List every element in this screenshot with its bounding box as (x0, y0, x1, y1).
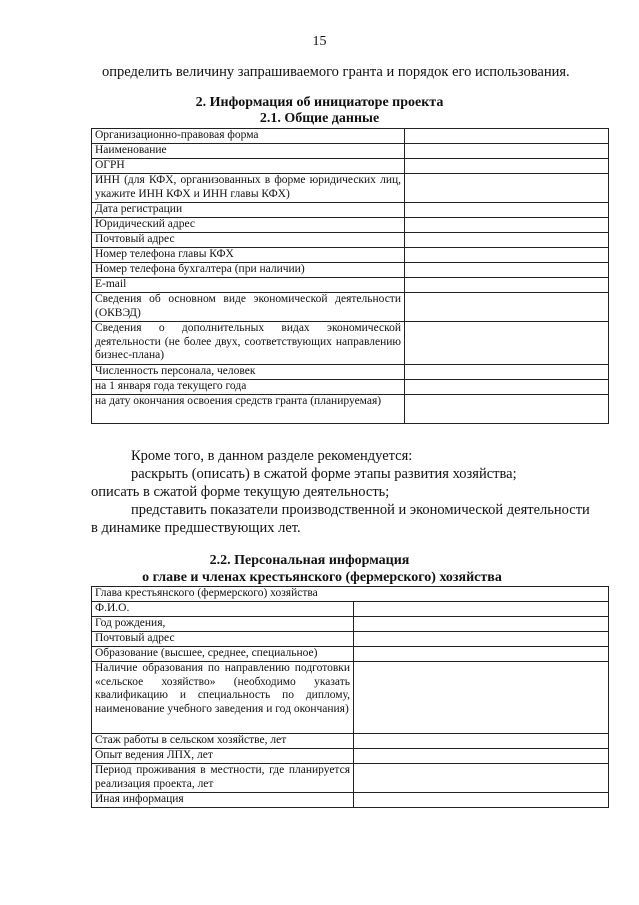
row-label: Образование (высшее, среднее, специальное) (92, 647, 354, 662)
table-row (92, 764, 609, 793)
general-data-table (91, 128, 609, 424)
row-value-cell[interactable] (405, 380, 609, 395)
row-label: ОГРН (92, 159, 405, 174)
table-row (92, 632, 609, 647)
row-label: Почтовый адрес (92, 233, 405, 248)
row-value-cell[interactable] (354, 734, 609, 749)
table-row (92, 144, 609, 159)
row-label: Год рождения, (92, 617, 354, 632)
row-value-cell[interactable] (354, 749, 609, 764)
row-label: Опыт ведения ЛПХ, лет (92, 749, 354, 764)
table-row (92, 174, 609, 203)
section22-heading: 2.2. Персональная информация (209, 553, 410, 568)
table-row (92, 159, 609, 174)
row-value-cell[interactable] (405, 174, 609, 203)
table-row (92, 734, 609, 749)
row-value-cell[interactable] (405, 203, 609, 218)
row-value-cell[interactable] (354, 602, 609, 617)
row-label: Период проживания в местности, где планируется реализация проекта, лет (92, 764, 354, 793)
row-label: Стаж работы в сельском хозяйстве, лет (92, 734, 354, 749)
table-row (92, 203, 609, 218)
row-label: Номер телефона бухгалтера (при наличии) (92, 263, 405, 278)
row-value-cell[interactable] (405, 263, 609, 278)
table-row (92, 218, 609, 233)
table-row (92, 793, 609, 808)
table-row (92, 293, 609, 322)
paragraph-indicators-line2: в динамике предшествующих лет. (91, 520, 301, 536)
page-number: 15 (312, 34, 327, 49)
table-header-row (92, 587, 609, 602)
row-value-cell[interactable] (405, 395, 609, 424)
row-label: Сведения об основном виде экономической деятельности (ОКВЭД) (92, 293, 405, 322)
row-label: Почтовый адрес (92, 632, 354, 647)
row-value-cell[interactable] (354, 793, 609, 808)
row-value-cell[interactable] (405, 293, 609, 322)
row-value-cell[interactable] (405, 129, 609, 144)
row-label: Ф.И.О. (92, 602, 354, 617)
row-value-cell[interactable] (405, 218, 609, 233)
row-label: на 1 января года текущего года (92, 380, 405, 395)
table-row (92, 129, 609, 144)
table-row (92, 749, 609, 764)
table-row (92, 233, 609, 248)
row-label: Иная информация (92, 793, 354, 808)
table-row (92, 263, 609, 278)
row-value-cell[interactable] (405, 144, 609, 159)
row-label: Сведения о дополнительных видах экономической деятельности (не более двух, соответствующих направлению бизнес-плана) (92, 322, 405, 365)
row-value-cell[interactable] (405, 159, 609, 174)
table-row (92, 322, 609, 365)
table-row (92, 395, 609, 424)
paragraph-indicators-line1: представить показатели производственной и экономической деятельности (131, 502, 590, 518)
row-label: Наличие образования по направлению подготовки «сельское хозяйство» (необходимо указать квалификацию и специальность по диплому, наименование учебного заведения и год окончания) (92, 662, 354, 734)
table-row (92, 380, 609, 395)
row-label: E-mail (92, 278, 405, 293)
section-heading: 2. Информация об инициаторе проекта (195, 95, 444, 110)
row-value-cell[interactable] (354, 662, 609, 734)
row-value-cell[interactable] (405, 278, 609, 293)
paragraph-current-activity: описать в сжатой форме текущую деятельность; (91, 484, 390, 500)
head-of-farm-header: Глава крестьянского (фермерского) хозяйства (92, 587, 609, 602)
section-subheading: 2.1. Общие данные (259, 111, 380, 126)
row-value-cell[interactable] (405, 365, 609, 380)
row-value-cell[interactable] (405, 233, 609, 248)
personal-info-table (91, 586, 609, 808)
row-label: Номер телефона главы КФХ (92, 248, 405, 263)
row-value-cell[interactable] (354, 647, 609, 662)
table-row (92, 662, 609, 734)
row-label: Юридический адрес (92, 218, 405, 233)
table-row (92, 617, 609, 632)
row-value-cell[interactable] (354, 617, 609, 632)
table-row (92, 602, 609, 617)
row-label: Организационно-правовая форма (92, 129, 405, 144)
row-label: на дату окончания освоения средств гранта (планируемая) (92, 395, 405, 424)
intro-line: определить величину запрашиваемого гранта и порядок его использования. (102, 64, 570, 80)
paragraph-stages: раскрыть (описать) в сжатой форме этапы развития хозяйства; (131, 466, 517, 482)
row-label: Наименование (92, 144, 405, 159)
table-row (92, 365, 609, 380)
row-value-cell[interactable] (354, 632, 609, 647)
row-value-cell[interactable] (405, 322, 609, 365)
row-value-cell[interactable] (405, 248, 609, 263)
row-value-cell[interactable] (354, 764, 609, 793)
row-label: Численность персонала, человек (92, 365, 405, 380)
table-row (92, 248, 609, 263)
row-label: Дата регистрации (92, 203, 405, 218)
paragraph-recommends: Кроме того, в данном разделе рекомендуется: (131, 448, 413, 464)
table-row (92, 647, 609, 662)
section22-subheading: о главе и членах крестьянского (фермерского) хозяйства (142, 570, 502, 585)
table-row (92, 278, 609, 293)
row-label: ИНН (для КФХ, организованных в форме юридических лиц, укажите ИНН КФХ и ИНН главы КФХ) (92, 174, 405, 203)
